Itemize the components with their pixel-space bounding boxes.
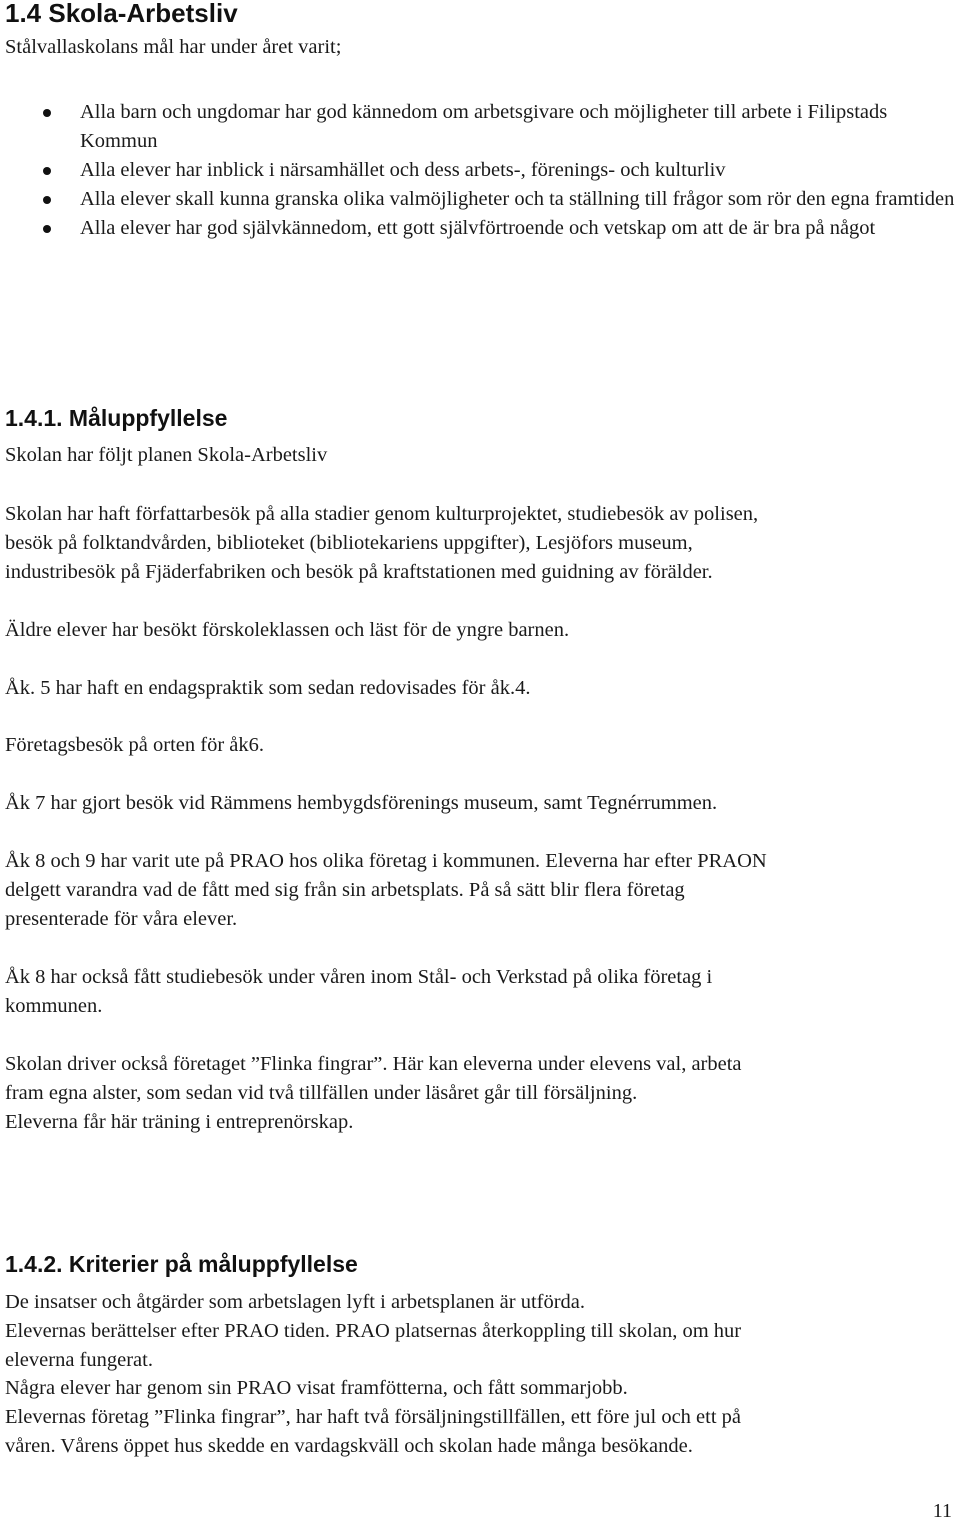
text-line: presenterade för våra elever.: [5, 908, 238, 930]
text-line: delgett varandra vad de fått med sig från sin arbetsplats. På så sätt blir flera företag: [5, 879, 685, 901]
text-line: Skolan driver också företaget ”Flinka fingrar”. Här kan eleverna under elevens val, arbeta: [5, 1053, 742, 1075]
text-line: Företagsbesök på orten för åk6.: [5, 734, 265, 756]
goal-item: Alla barn och ungdomar har god kännedom om arbetsgivare och möjligheter till arbete i Filipstads Kommun: [0, 98, 960, 156]
text-line: Eleverna får här träning i entreprenörskap.: [5, 1111, 354, 1133]
goals-list: [0, 98, 960, 243]
section-intro: Stålvallaskolans mål har under året varit;: [5, 36, 342, 58]
subsection-heading-maluppfyllelse: 1.4.1. Måluppfyllelse: [5, 405, 228, 431]
section-heading: 1.4 Skola-Arbetsliv: [5, 0, 238, 28]
goal-item: Alla elever skall kunna granska olika valmöjligheter och ta ställning till frågor som rör den egna framtiden: [0, 185, 960, 214]
text-line: De insatser och åtgärder som arbetslagen lyft i arbetsplanen är utförda.: [5, 1291, 586, 1313]
text-line: Åk. 5 har haft en endagspraktik som sedan redovisades för åk.4.: [5, 677, 531, 699]
text-line: Åk 8 och 9 har varit ute på PRAO hos olika företag i kommunen. Eleverna har efter PRAON: [5, 850, 767, 872]
goal-item: Alla elever har inblick i närsamhället och dess arbets-, förenings- och kulturliv: [0, 156, 960, 185]
goal-item: Alla elever har god självkännedom, ett gott självförtroende och vetskap om att de är bra på något: [0, 214, 960, 243]
text-line: kommunen.: [5, 995, 103, 1017]
text-line: Elevernas berättelser efter PRAO tiden. PRAO platsernas återkoppling till skolan, om hur: [5, 1320, 742, 1342]
text-line: fram egna alster, som sedan vid två tillfällen under läsåret går till försäljning.: [5, 1082, 638, 1104]
bullet-icon: [43, 109, 51, 117]
subsection-heading-kriterier: 1.4.2. Kriterier på måluppfyllelse: [5, 1251, 358, 1277]
text-line: eleverna fungerat.: [5, 1349, 153, 1371]
bullet-icon: [43, 167, 51, 175]
bullet-icon: [43, 196, 51, 204]
text-line: Några elever har genom sin PRAO visat framfötterna, och fått sommarjobb.: [5, 1377, 628, 1399]
text-line: Elevernas företag ”Flinka fingrar”, har haft två försäljningstillfällen, ett före jul och ett på: [5, 1406, 742, 1428]
text-line: Skolan har följt planen Skola-Arbetsliv: [5, 444, 328, 466]
text-line: Åk 8 har också fått studiebesök under våren inom Stål- och Verkstad på olika företag i: [5, 966, 713, 988]
page-number: 11: [932, 1500, 952, 1522]
bullet-icon: [43, 225, 51, 233]
text-line: Åk 7 har gjort besök vid Rämmens hembygdsförenings museum, samt Tegnérrummen.: [5, 792, 718, 814]
text-line: våren. Vårens öppet hus skedde en vardagskväll och skolan hade många besökande.: [5, 1435, 693, 1457]
text-line: Äldre elever har besökt förskoleklassen och läst för de yngre barnen.: [5, 619, 570, 641]
text-line: besök på folktandvården, biblioteket (bibliotekariens uppgifter), Lesjöfors museum,: [5, 532, 693, 554]
text-line: industribesök på Fjäderfabriken och besök på kraftstationen med guidning av förälder.: [5, 561, 713, 583]
text-line: Skolan har haft författarbesök på alla stadier genom kulturprojektet, studiebesök av polisen,: [5, 503, 759, 525]
